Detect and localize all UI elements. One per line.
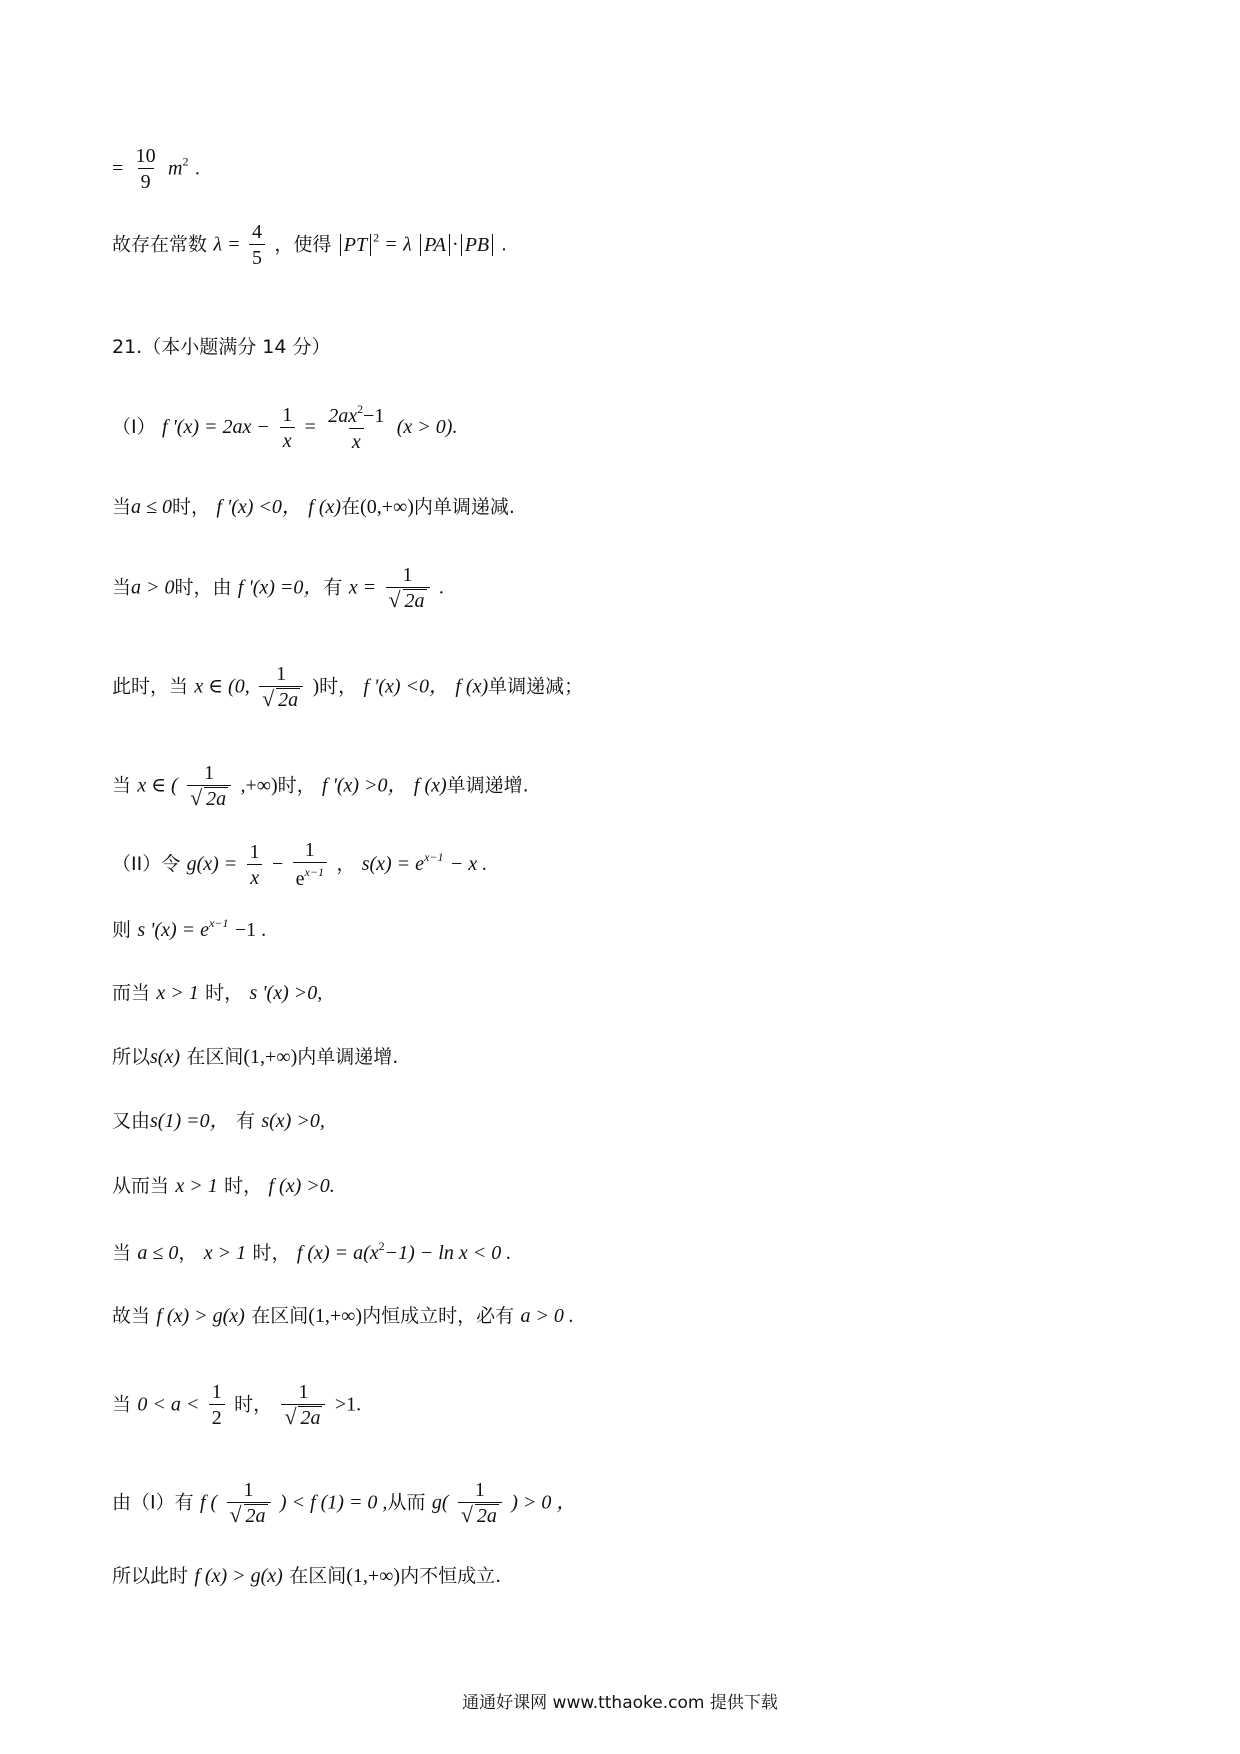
text: 时， [277,774,316,797]
text: 所以 [112,1046,151,1068]
line-case-a-gt-0 [112,565,444,611]
math-expr: s(x) >0, [261,1110,325,1132]
math-expr: f (x) [455,675,489,698]
math-expr: f '(x) <0， [363,675,450,698]
radicand: 2a [278,689,299,711]
math-expr: s(1) =0， [150,1110,230,1132]
fraction-1-sqrt-2a [227,1480,271,1526]
fraction-1-x [247,842,263,888]
fraction-numerator: 1 [304,839,315,861]
line-derivative [112,403,457,452]
math-expr: (x > 0). [396,416,458,438]
text: 内恒成立时，必有 [362,1305,515,1327]
math-expr: ) < f (1) = 0 , [279,1491,388,1514]
math-expr: s '(x) >0, [249,982,323,1004]
fraction-denominator: 2 [209,1404,225,1428]
fraction-numerator: 1 [282,403,293,426]
text: 时， [172,496,211,518]
part-label: （I） [112,416,156,438]
text: 此时，当 [112,675,189,698]
line-s-increasing [112,1046,398,1067]
math-expr: f ( [199,1491,218,1514]
fraction-denominator: 5 [249,244,265,268]
text: 从而当 [112,1175,170,1197]
page-footer: 通通好课网 www.tthaoke.com 提供下载 [462,1693,778,1713]
text: 时， [319,675,358,698]
fraction-denominator [281,1404,325,1428]
line-conclusion [112,1565,501,1586]
sqrt-symbol [461,1506,499,1526]
lambda-symbol: λ [213,233,223,256]
line-increasing-interval [112,763,529,809]
radicand: 2a [206,788,227,810]
exponent: 2 [373,230,380,245]
fraction-denominator [386,587,430,611]
text: 当 [112,774,132,797]
line-f-positive [112,1175,335,1196]
sqrt-symbol [190,789,228,809]
fraction-numerator [325,403,387,428]
period: . [438,576,444,599]
math-expr: 0 < a < [137,1393,200,1416]
dot-operator: · [452,233,459,256]
math-expr: f (x) > g(x) [194,1565,283,1587]
math-expr: ) > 0 ， [511,1491,577,1514]
fraction-2ax2-1-over-x [325,403,387,452]
abs-pt: PT [340,234,371,256]
euler-e: e [295,868,305,890]
math-expr: a > 0 [131,576,175,599]
text: 而当 [112,982,151,1004]
equals-sign: = [385,233,397,256]
text: 单调递减； [488,675,584,698]
fraction-numerator: 1 [474,1479,485,1501]
line-m-squared [112,146,200,192]
line-s1-zero [112,1110,325,1131]
text: 当 [112,1242,132,1264]
math-expr: ,+∞) [240,774,278,797]
math-expr: s(x) = e [361,853,425,875]
fraction-numerator: 4 [252,221,263,243]
exponent: x−1 [424,850,444,864]
fraction-1-sqrt-2a [259,664,303,710]
text: 在区间 [289,1565,347,1587]
variable-m: m [168,157,183,180]
exponent: 2 [378,1239,385,1253]
text: 内单调递减. [413,496,515,518]
fraction-denominator [259,686,303,710]
math-expr: −1 . [234,919,267,941]
text: ， [178,1242,198,1264]
fraction-10-9 [133,146,159,192]
math-expr: f (x) > g(x) [156,1305,245,1327]
fraction-numerator: 1 [298,1381,309,1403]
math-expr: (1,+∞) [308,1305,363,1327]
math-expr: g(x) = [186,853,238,875]
line-x-gt-1 [112,982,322,1003]
line-part-ii-definitions [112,840,487,889]
text: 在 [341,496,361,518]
fraction-1-sqrt-2a [458,1480,502,1526]
radicand: 2a [300,1407,321,1429]
fraction-denominator: 9 [138,168,154,192]
text: 时，由 [174,576,232,599]
math-expr: x = [348,576,377,599]
text: 从而 [387,1491,426,1514]
math-expr: f (x) [413,774,447,797]
line-decreasing-interval [112,664,583,710]
math-expr: a ≤ 0 [137,1242,179,1264]
math-expr: >1. [334,1393,362,1416]
fraction-numerator: 1 [249,840,260,863]
line-a-le-0-case [112,1240,511,1263]
comma: ， [336,853,356,875]
abs-pb: PB [461,234,493,256]
exponent: x−1 [304,865,324,879]
radicand: 2a [245,1505,266,1527]
text: 又由 [112,1110,151,1132]
text: 则 [112,919,132,941]
text: 时， [234,1393,273,1416]
text: 时， [224,1175,263,1197]
math-expr: (1,+∞) [243,1046,298,1068]
fraction-1-sqrt-2a [386,565,430,611]
fraction-denominator: x [280,427,295,451]
exponent: x−1 [209,916,229,930]
text: 故存在常数 [112,233,208,256]
fraction-denominator [187,785,231,809]
line-must-have-a-gt-0 [112,1305,574,1326]
text: 时， [252,1242,291,1264]
line-s-derivative [112,917,266,940]
math-expr: s '(x) = e [137,919,210,941]
fraction-denominator [227,1502,271,1526]
text: 有 [323,576,343,599]
text: 内单调递增. [297,1046,399,1068]
fraction-numerator: 1 [211,1381,222,1403]
radicand: 2a [404,590,425,612]
equals-sign: = [228,233,240,256]
line-case-a-le-0 [112,496,515,517]
math-expr: x > 1 [203,1242,247,1264]
line-lambda-conclusion [112,222,506,268]
text: 单调递增. [446,774,529,797]
fraction-1-sqrt-2a [281,1382,325,1428]
text: 当 [112,576,132,599]
math-expr: g( [431,1491,449,1514]
math-expr: x > 1 [156,982,199,1004]
math-expr: f (x) = a(x [296,1242,379,1264]
period: . [501,233,507,256]
fraction-4-5 [249,222,265,268]
fraction-numerator: 1 [276,663,287,685]
math-expr: (1,+∞) [346,1565,401,1587]
line-0-lt-a-lt-half [112,1382,361,1428]
fraction-numerator: 10 [135,145,156,167]
exponent: 2 [182,154,189,169]
math-expr: f (x) [308,496,342,518]
text: 当 [112,496,132,518]
fraction-numerator: 1 [243,1479,254,1501]
lambda-symbol: λ [403,233,412,256]
text: 有 [235,1110,255,1132]
math-expr: f (x) >0. [268,1175,335,1197]
text: 所以此时 [112,1565,189,1587]
fraction-1-exp [293,840,327,889]
sqrt-symbol [262,690,300,710]
text: ，使得 [274,233,332,256]
math-expr: f '(x) =0， [237,576,324,599]
equals-sign: = [112,157,124,180]
math-expr: ) [312,675,320,698]
minus-sign: − [272,853,284,875]
fraction-numerator: 1 [204,762,215,784]
fraction-1-2 [209,1382,225,1428]
math-expr: s(x) [150,1046,180,1068]
sqrt-symbol [284,1408,322,1428]
numerator-term: −1 [363,405,385,427]
problem-21-heading: 21.（本小题满分 14 分） [112,336,331,358]
fraction-denominator: x [247,864,262,888]
period: . [194,157,200,180]
fraction-1-sqrt-2a [187,763,231,809]
math-expr: − x . [449,853,488,875]
numerator-term: 2ax [328,405,358,427]
fraction-denominator: x [349,428,364,452]
part-label: （II）令 [112,853,181,875]
math-expr: x ∈ ( [137,774,178,797]
text: 在区间 [251,1305,309,1327]
text: 内不恒成立. [400,1565,502,1587]
sqrt-symbol [230,1506,268,1526]
text: 时， [205,982,244,1004]
math-expr: a ≤ 0 [131,496,172,518]
sqrt-symbol [389,591,427,611]
text: 当 [112,1393,132,1416]
abs-pa: PA [420,234,450,256]
fraction-1-x [279,405,295,451]
math-expr: f '(x) = 2ax − [161,416,270,438]
math-expr: x > 1 [175,1175,218,1197]
math-expr: x ∈ (0, [194,675,250,698]
math-expr: f '(x) <0， [216,496,302,518]
text: 故当 [112,1305,151,1327]
math-expr: −1) − ln x < 0 . [384,1242,512,1264]
text: 由（I）有 [112,1491,194,1514]
fraction-denominator [458,1502,502,1526]
fraction-denominator [293,862,327,889]
fraction-numerator: 1 [402,564,413,586]
math-expr: (0,+∞) [360,496,414,518]
text: 在区间 [186,1046,244,1068]
radicand: 2a [476,1505,497,1527]
line-from-part-i [112,1480,576,1526]
math-expr: a > 0 . [520,1305,574,1327]
exponent: 2 [357,402,364,416]
equals-sign: = [304,416,316,438]
math-expr: f '(x) >0， [322,774,408,797]
